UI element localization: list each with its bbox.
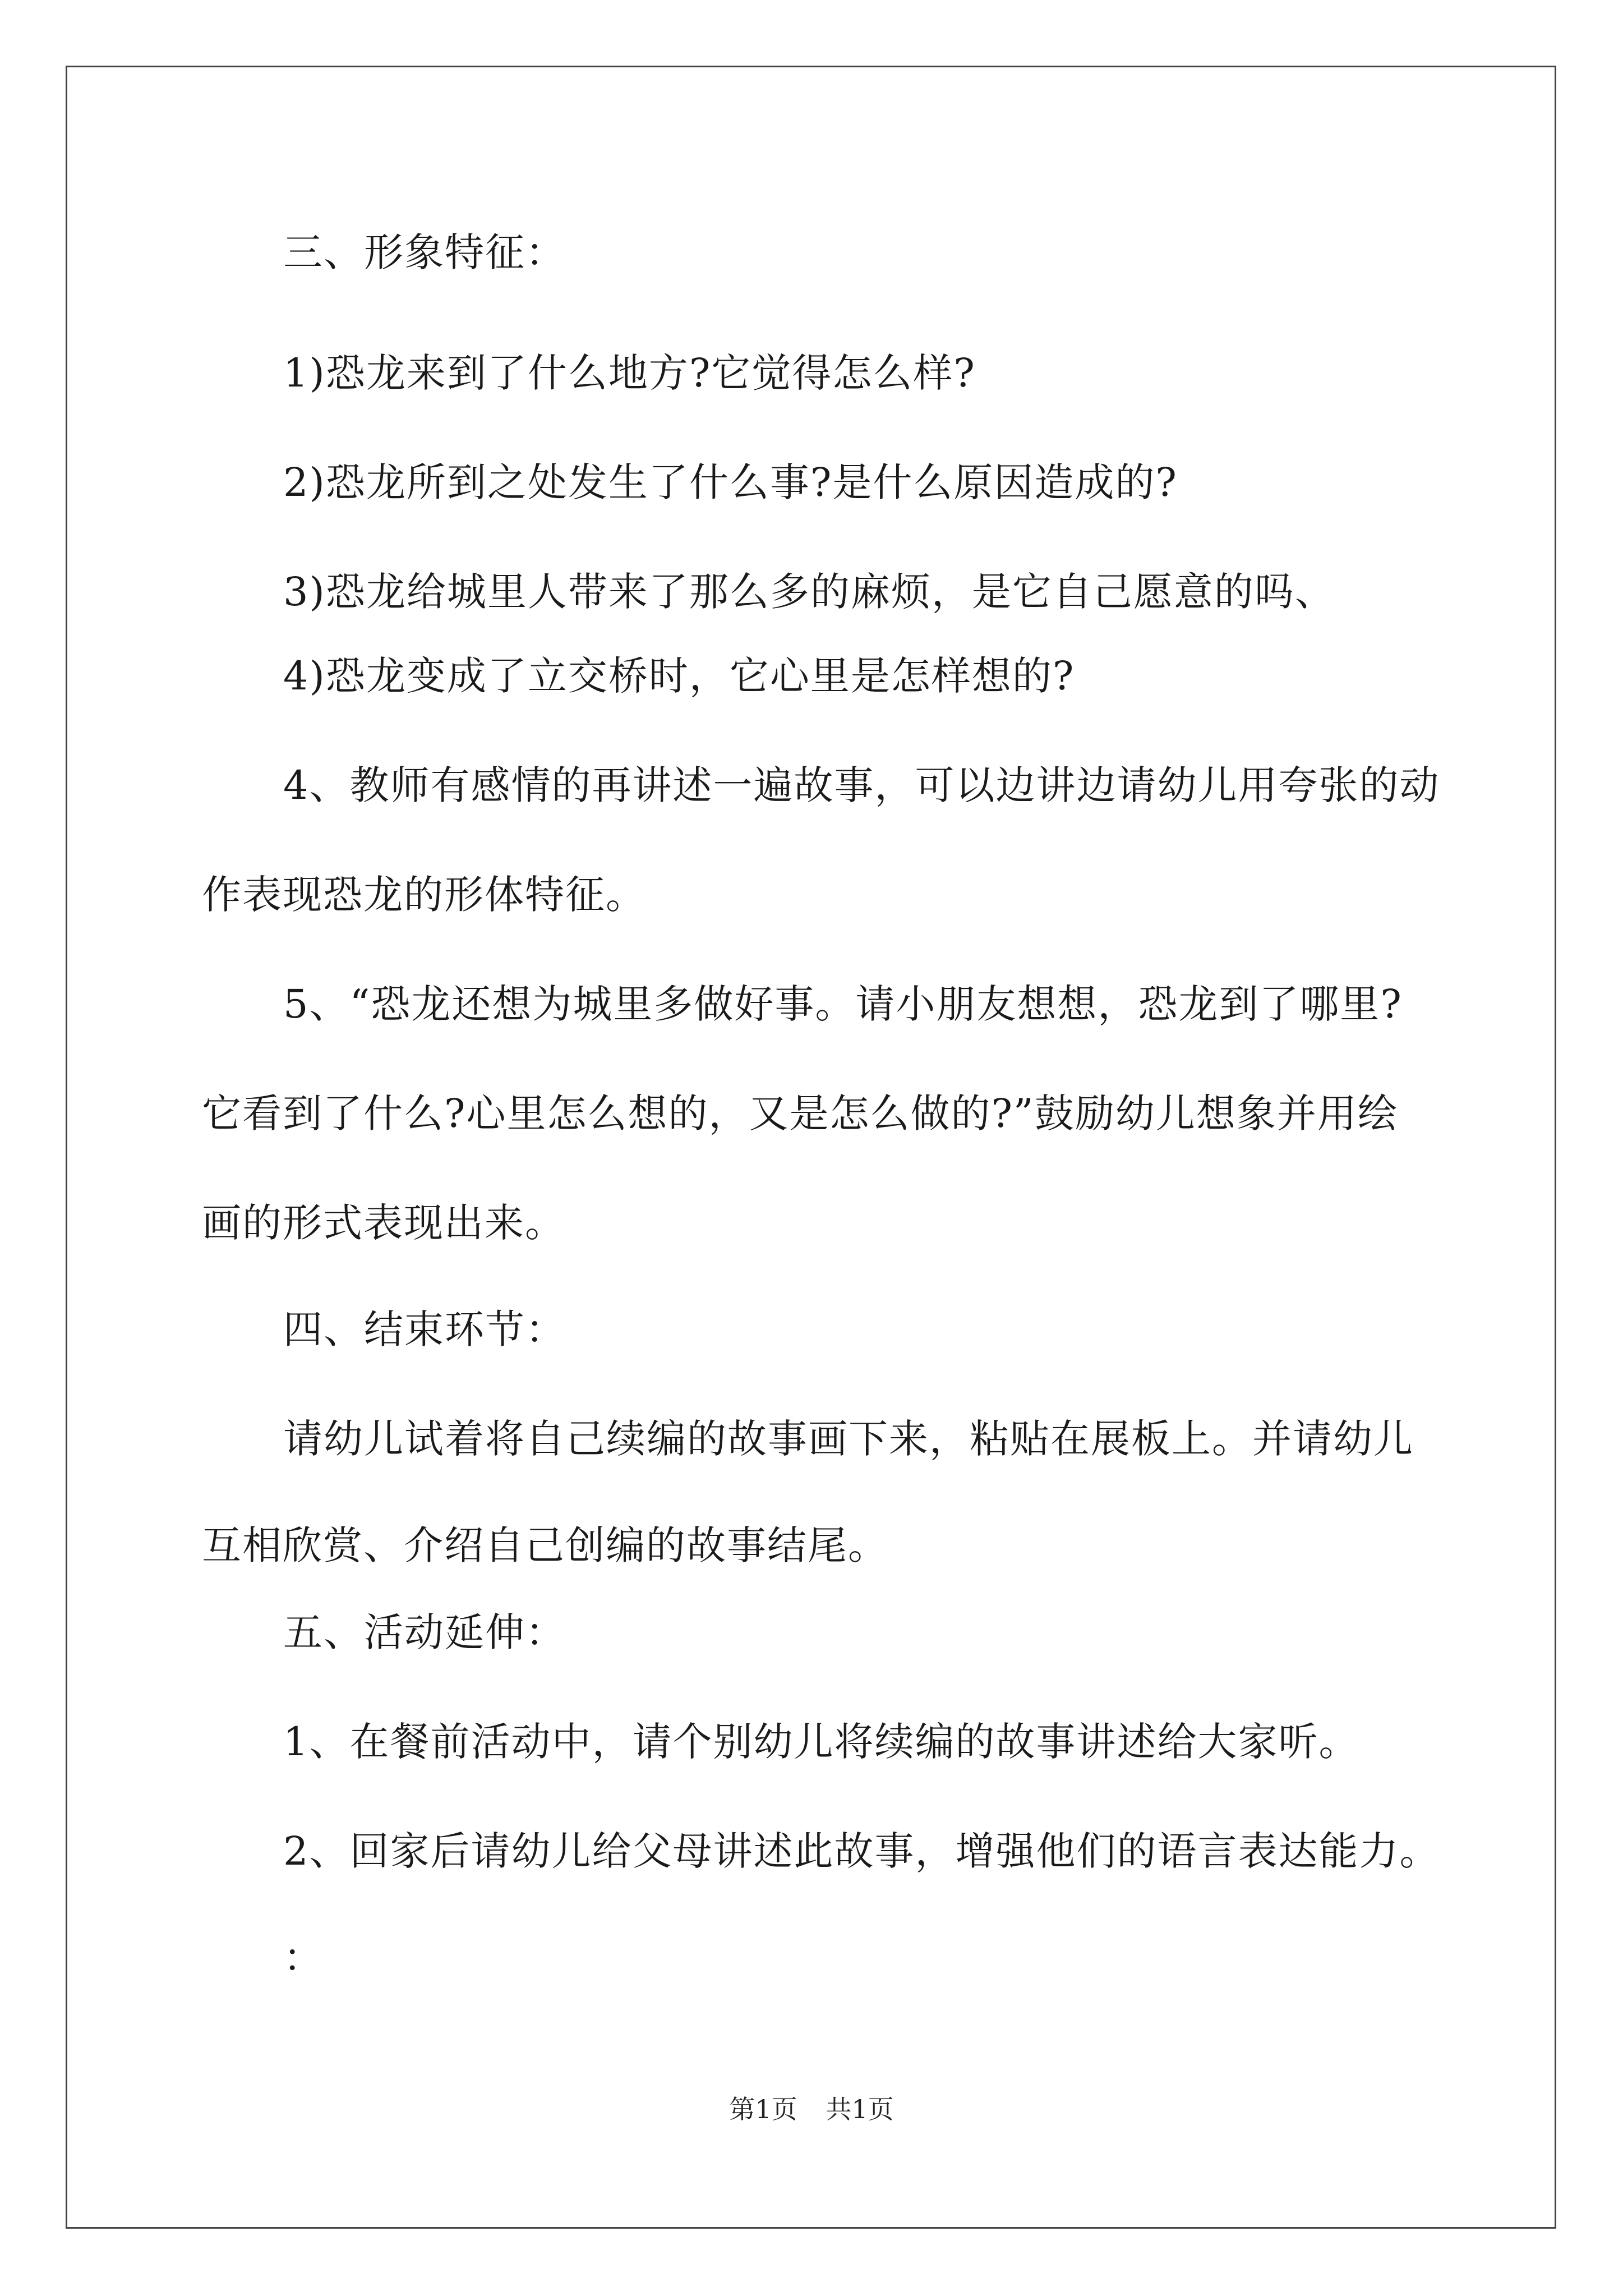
- extension-1: 1、在餐前活动中，请个别幼儿将续编的故事讲述给大家听。: [283, 1719, 1359, 1765]
- step-5-line-1: 5、“恐龙还想为城里多做好事。请小朋友想想，恐龙到了哪里?: [283, 981, 1403, 1027]
- page-number-total: 共1页: [826, 2094, 894, 2124]
- page-number-current: 第1页: [729, 2094, 797, 2124]
- step-5-line-3: 画的形式表现出来。: [202, 1200, 565, 1246]
- section-heading-3: 三、形象特征：: [283, 229, 566, 275]
- question-2: 2)恐龙所到之处发生了什么事?是什么原因造成的?: [283, 459, 1178, 505]
- section-heading-4: 四、结束环节：: [283, 1306, 566, 1352]
- ending-text-line-1: 请幼儿试着将自己续编的故事画下来，粘贴在展板上。并请幼儿: [283, 1416, 1414, 1462]
- trailing-colon: ：: [283, 1935, 324, 1981]
- page-footer: [0, 2092, 1623, 2126]
- step-4-line-1: 4、教师有感情的再讲述一遍故事，可以边讲边请幼儿用夸张的动: [283, 762, 1440, 808]
- step-5-line-2: 它看到了什么?心里怎么想的，又是怎么做的?”鼓励幼儿想象并用绘: [202, 1091, 1398, 1137]
- ending-text-line-2: 互相欣赏、介绍自己创编的故事结尾。: [202, 1522, 888, 1568]
- question-1: 1)恐龙来到了什么地方?它觉得怎么样?: [283, 350, 976, 396]
- step-4-line-2: 作表现恐龙的形体特征。: [202, 872, 646, 918]
- question-4: 4)恐龙变成了立交桥时，它心里是怎样想的?: [283, 653, 1075, 699]
- extension-2: 2、回家后请幼儿给父母讲述此故事，增强他们的语言表达能力。: [283, 1828, 1440, 1874]
- question-3: 3)恐龙给城里人带来了那么多的麻烦，是它自己愿意的吗、: [283, 569, 1335, 615]
- section-heading-5: 五、活动延伸：: [283, 1609, 566, 1655]
